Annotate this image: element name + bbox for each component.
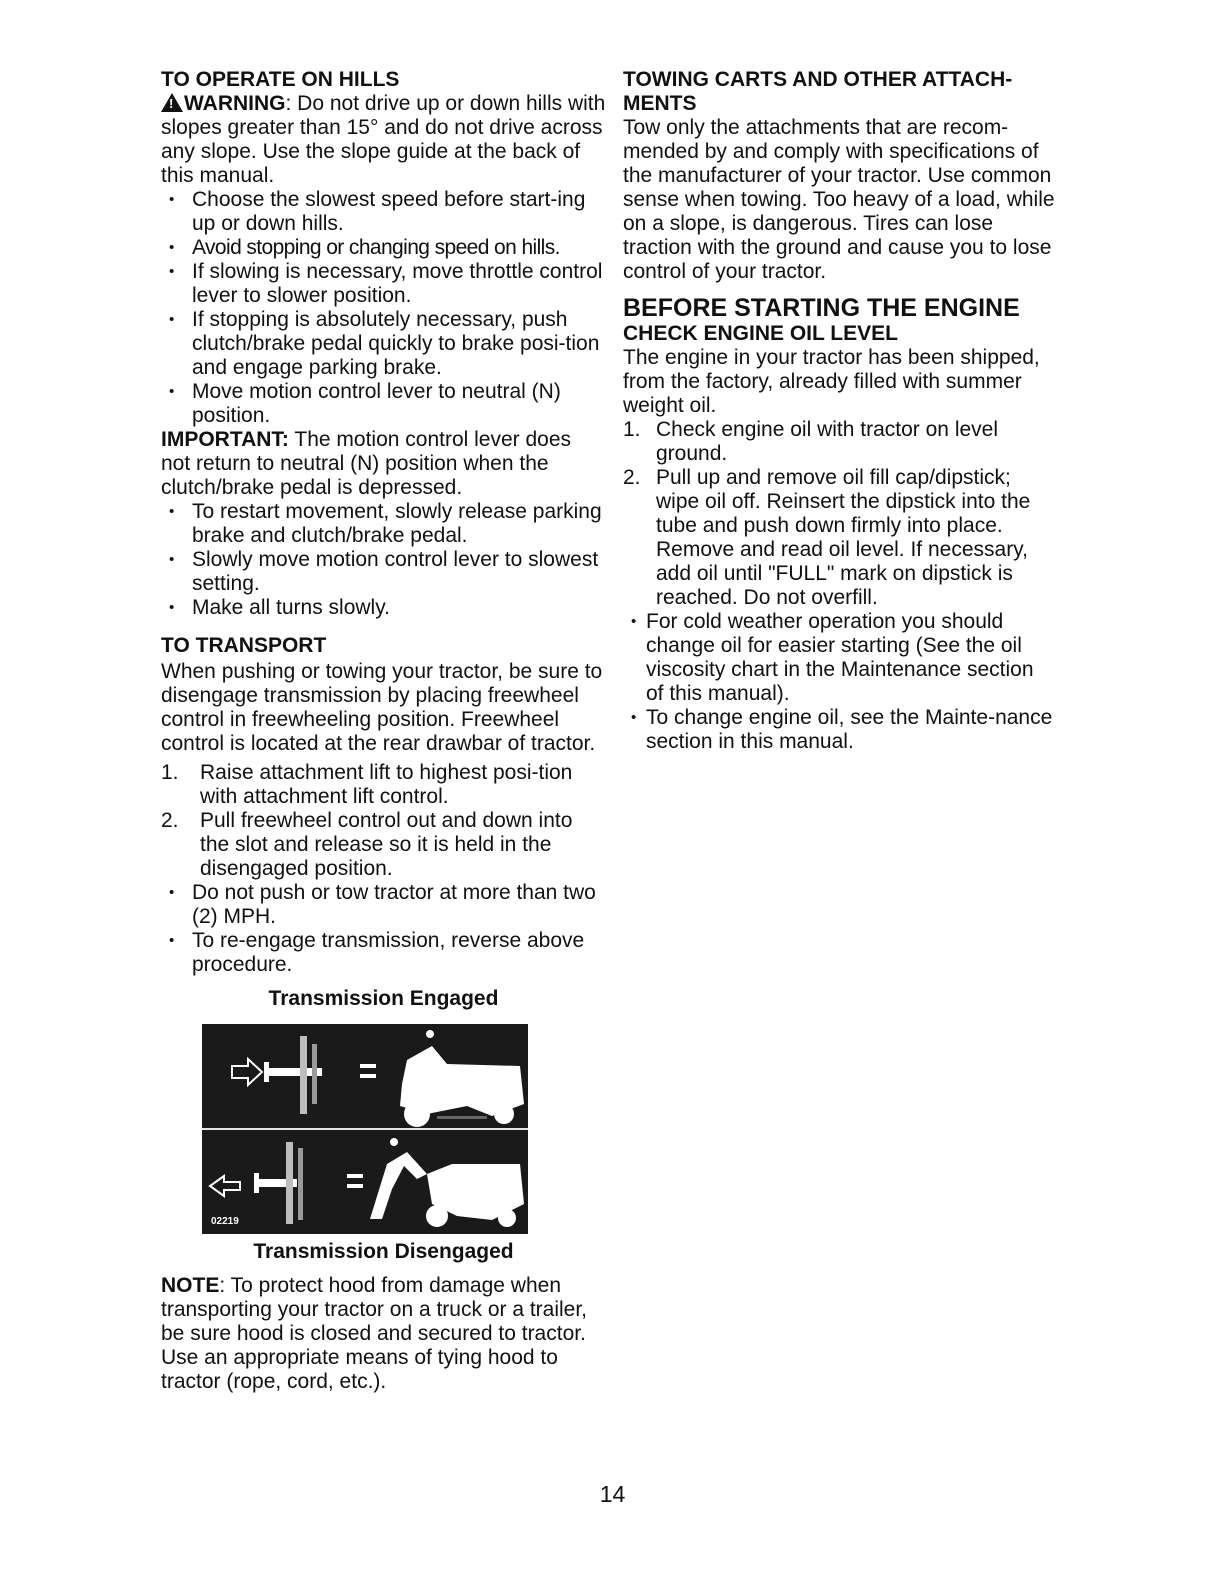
transport-paragraph: When pushing or towing your tractor, be sure to disengage transmission by placing freewheel control in freewheeling position. Freewheel control is located at the rear drawbar of tractor.: [161, 660, 603, 755]
important-bullet-list: [161, 500, 606, 620]
oil-bullet-list: [623, 610, 1055, 754]
oil-paragraph: The engine in your tractor has been shipped, from the factory, already filled with summer weight oil.: [623, 346, 1040, 417]
hills-bullet-list: [161, 188, 606, 428]
list-item: • Choose the slowest speed before start-ing up or down hills.: [161, 188, 606, 236]
list-item: • To change engine oil, see the Mainte-nance section in this manual.: [623, 706, 1055, 754]
list-item: 2. Pull up and remove oil fill cap/dipstick; wipe oil off. Reinsert the dipstick into the tube and push down firmly into place. Remove and read oil level. If necessary, add oil until "FULL" mark on dipstick is reached. Do not overfill.: [623, 466, 1031, 609]
list-item: • To restart movement, slowly release parking brake and clutch/brake pedal.: [161, 500, 606, 548]
transport-bullet-list: [161, 881, 606, 977]
page-number: 14: [599, 1481, 626, 1507]
list-item: • Make all turns slowly.: [161, 596, 606, 620]
list-item: • If slowing is necessary, move throttle control lever to slower position.: [161, 260, 606, 308]
list-item: 2. Pull freewheel control out and down into the slot and release so it is held in the disengaged position.: [161, 809, 573, 880]
hills-heading: TO OPERATE ON HILLS: [161, 68, 400, 91]
oil-steps: [623, 418, 1055, 610]
note-paragraph: [161, 1274, 606, 1394]
oil-level-heading: CHECK ENGINE OIL LEVEL: [623, 322, 898, 345]
before-starting-heading: BEFORE STARTING THE ENGINE: [623, 294, 1020, 322]
list-item: 1. Raise attachment lift to highest posi-tion with attachment lift control.: [161, 761, 573, 808]
note-text: : To protect hood from damage when transporting your tractor on a truck or a trailer, be sure hood is closed and secured to tractor. Use an appropriate means of tying hood to tractor (rope, cord, etc.).: [161, 1274, 588, 1393]
towing-heading: TOWING CARTS AND OTHER ATTACH-MENTS: [623, 68, 1013, 115]
warning-label: WARNING: [184, 92, 286, 115]
transport-steps: [161, 761, 606, 881]
list-item: • To re-engage transmission, reverse above procedure.: [161, 929, 606, 977]
transport-heading: TO TRANSPORT: [161, 634, 327, 657]
list-item: • If stopping is absolutely necessary, push clutch/brake pedal quickly to brake posi-tion and engage parking brake.: [161, 308, 606, 380]
important-paragraph: [161, 428, 606, 500]
important-label: IMPORTANT:: [161, 428, 289, 451]
list-item: • Do not push or tow tractor at more than two (2) MPH.: [161, 881, 606, 929]
warning-paragraph: [161, 92, 606, 188]
warning-text: : Do not drive up or down hills with slopes greater than 15° and do not drive across any slope. Use the slope guide at the back of this manual.: [161, 92, 606, 187]
figure-id: 02219: [211, 1216, 239, 1227]
warning-triangle-icon: [161, 93, 183, 112]
transmission-figure: [202, 1024, 528, 1234]
note-label: NOTE: [161, 1274, 220, 1297]
list-item: • Move motion control lever to neutral (N) position.: [161, 380, 606, 428]
list-item: • Slowly move motion control lever to slowest setting.: [161, 548, 606, 596]
list-item: • Avoid stopping or changing speed on hills.: [161, 236, 606, 260]
list-item: 1. Check engine oil with tractor on level ground.: [623, 418, 999, 465]
figure-caption-disengaged: Transmission Disengaged: [253, 1240, 514, 1263]
list-item: • For cold weather operation you should change oil for easier starting (See the oil viscosity chart in the Maintenance section of this manual).: [623, 610, 1055, 706]
important-text: The motion control lever does not return to neutral (N) position when the clutch/brake pedal is depressed.: [161, 428, 572, 499]
transmission-diagram: [202, 1024, 528, 1234]
left-column: [161, 68, 606, 1394]
towing-paragraph: Tow only the attachments that are recom-mended by and comply with specifications of the manufacturer of your tractor. Use common sense when towing. Too heavy of a load, while on a slope, is dangerous. Tires can lose traction with the ground and cause you to lose control of your tractor.: [623, 116, 1055, 283]
figure-caption-engaged: Transmission Engaged: [268, 987, 499, 1010]
right-column: [623, 68, 1055, 754]
